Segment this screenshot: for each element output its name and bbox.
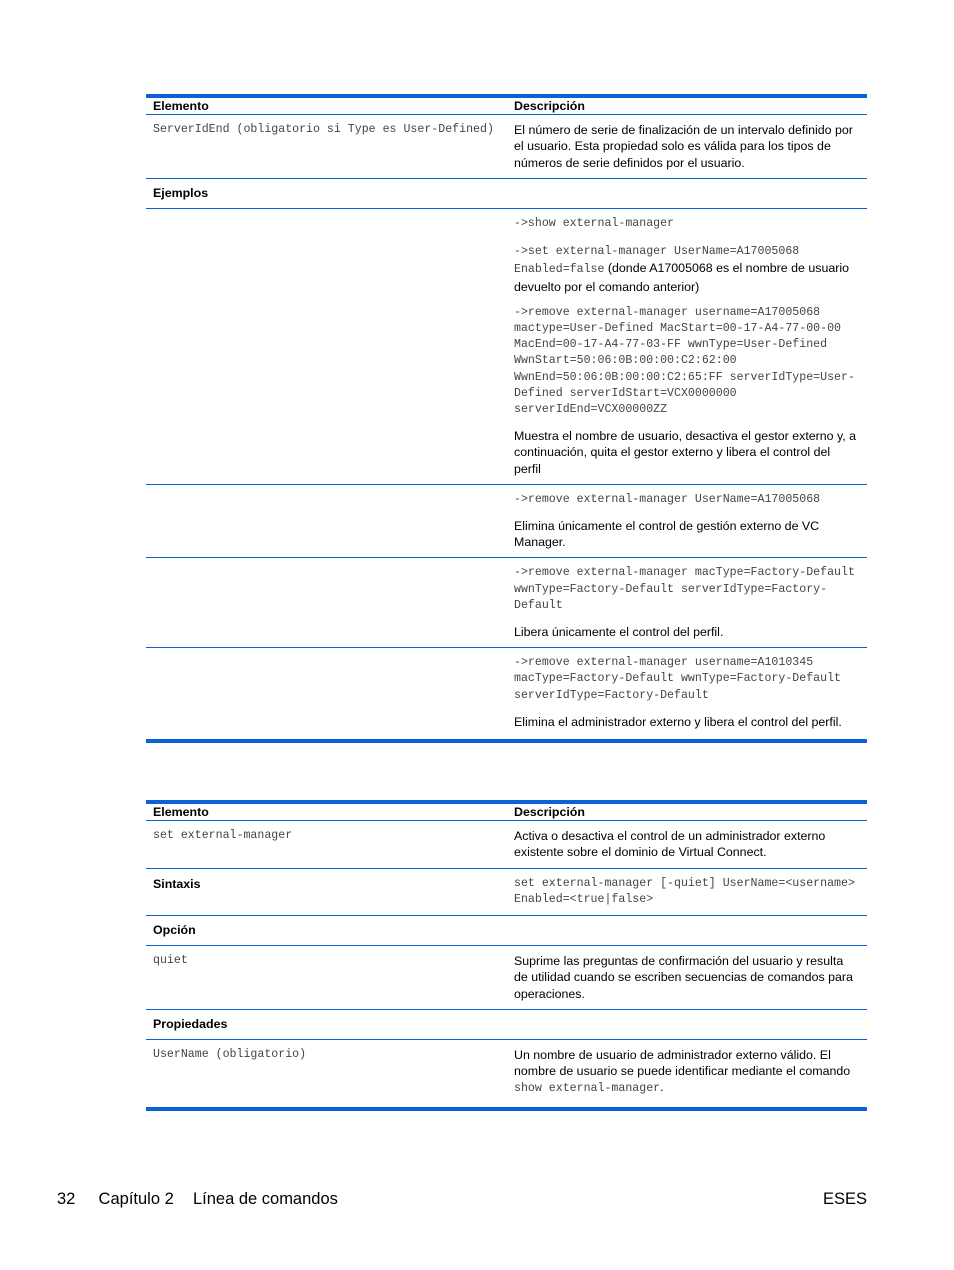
section-label-ejemplos: Ejemplos: [146, 178, 507, 208]
description-serveridend: El número de serie de finalización de un intervalo definido por el usuario. Esta propiedad solo es válida para los tipos de números de serie definidos por el usuario.: [507, 115, 867, 179]
page-footer-left: [57, 1190, 338, 1209]
option-quiet-description: Suprime las preguntas de confirmación del usuario y resulta de utilidad cuando se escriben secuencias de comandos para operaciones.: [507, 946, 867, 1010]
header-descripcion: Descripción: [514, 805, 585, 819]
example-command: ->remove external-manager username=A17005068 mactype=User-Defined MacStart=00-17-A4-77-00-00 MacEnd=00-17-A4-77-03-FF wwnType=User-Defined WwnStart=50:06:0B:00:00:C2:62:00 WwnEnd=50:06:0B:00:00:C2:65:FF serverIdType=User-Defined serverIdStart=VCX0000000 serverIdEnd=VCX00000ZZ: [514, 305, 855, 417]
example-description: Elimina el administrador externo y libera el control del perfil.: [514, 714, 842, 729]
option-quiet: quiet: [146, 946, 507, 1010]
chapter-title: Línea de comandos: [192, 1190, 338, 1208]
example-cell: [507, 558, 867, 648]
page-number: 32: [57, 1190, 76, 1208]
example-command: ->set external-manager UserName=A17005068 Enabled=false: [514, 245, 800, 277]
inline-command: show external-manager: [514, 1082, 661, 1096]
example-description: Libera únicamente el control del perfil.: [514, 625, 724, 640]
syntax-value: set external-manager [-quiet] UserName=<username> Enabled=<true|false>: [507, 868, 867, 915]
header-elemento: Elemento: [153, 805, 209, 819]
section-row-propiedades: [146, 1009, 867, 1039]
example-command: ->show external-manager: [514, 217, 675, 231]
element-serveridend: ServerIdEnd (obligatorio si Type es User-Defined): [146, 115, 507, 179]
table-row: [146, 1040, 867, 1109]
example-row: [146, 648, 867, 741]
example-command: ->remove external-manager username=A1010345 macType=Factory-Default wwnType=Factory-Default serverIdType=Factory-Default: [514, 656, 841, 702]
example-cell: [507, 648, 867, 741]
example-row: [146, 558, 867, 648]
example-cell: [507, 209, 867, 485]
example-cell: [507, 484, 867, 558]
command-description: Activa o desactiva el control de un administrador externo existente sobre el dominio de Virtual Connect.: [507, 821, 867, 868]
property-username: UserName (obligatorio): [146, 1040, 507, 1109]
table-row: [146, 946, 867, 1010]
set-external-manager-table: [146, 800, 867, 1111]
example-command: ->remove external-manager macType=Factory-Default wwnType=Factory-Default serverIdType=Factory-Default: [514, 566, 855, 612]
table-header-row: [146, 96, 867, 115]
syntax-row: [146, 868, 867, 915]
header-elemento: Elemento: [153, 99, 209, 113]
properties-table-continued: [146, 94, 867, 743]
command-name: set external-manager: [146, 821, 507, 868]
section-label-opcion: Opción: [146, 916, 507, 946]
table-header-row: [146, 802, 867, 821]
table-row: [146, 821, 867, 868]
example-description: Elimina únicamente el control de gestión externo de VC Manager.: [514, 519, 820, 550]
syntax-label: Sintaxis: [146, 868, 507, 915]
table-row: [146, 115, 867, 179]
section-label-propiedades: Propiedades: [146, 1009, 507, 1039]
header-descripcion: Descripción: [514, 99, 585, 113]
example-command: ->remove external-manager UserName=A17005068: [514, 492, 821, 506]
example-command-with-note: [514, 242, 860, 295]
page-footer-lang: ESES: [822, 1190, 867, 1208]
chapter-label: Capítulo 2: [98, 1190, 174, 1208]
section-row-opcion: [146, 916, 867, 946]
example-row: [146, 209, 867, 485]
example-description: Muestra el nombre de usuario, desactiva el gestor externo y, a continuación, quita el gestor externo y libera el control del perfil: [514, 429, 857, 476]
example-row: [146, 484, 867, 558]
property-username-description: Un nombre de usuario de administrador externo válido. El nombre de usuario se puede identificar mediante el comando show external-manager.: [507, 1040, 867, 1109]
section-row-ejemplos: [146, 178, 867, 208]
example-note: (donde A17005068 es el nombre de usuario devuelto por el comando anterior): [514, 261, 850, 294]
